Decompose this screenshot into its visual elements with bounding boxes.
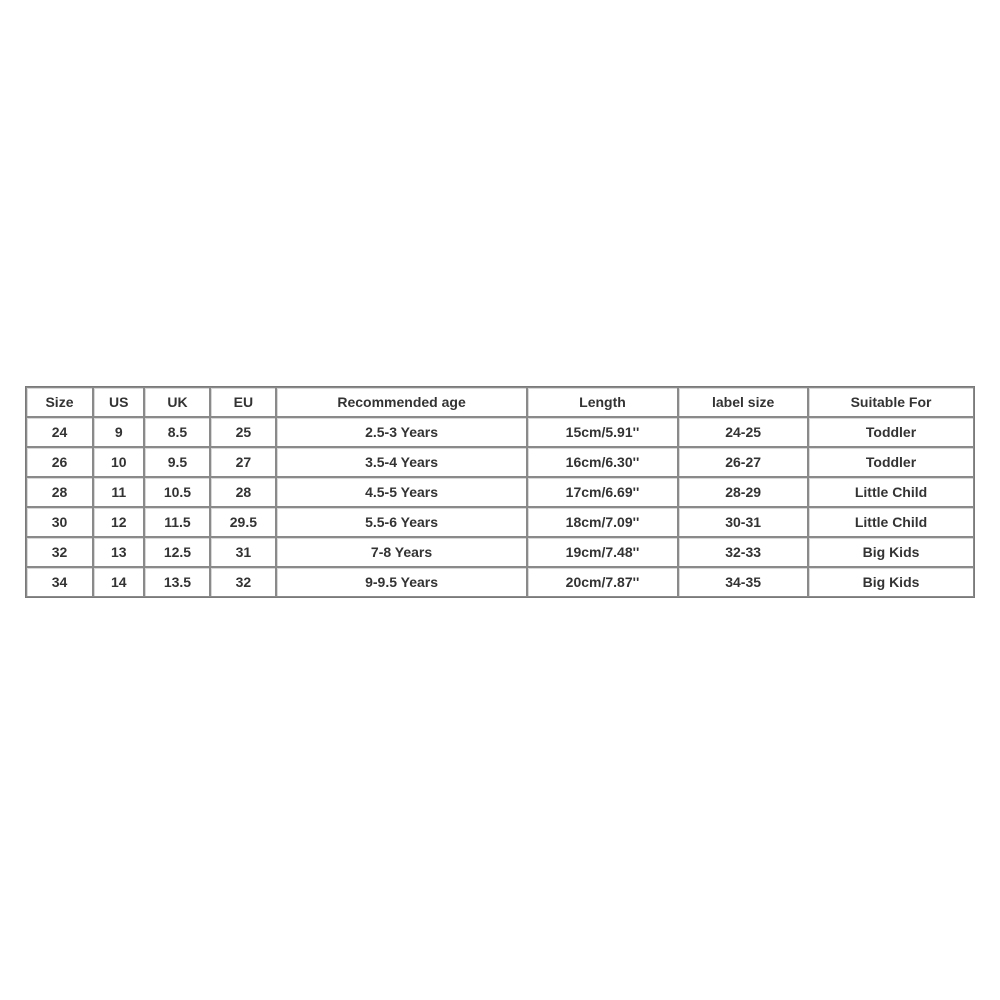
cell-recommended-age: 5.5-6 Years: [276, 507, 526, 537]
cell-length: 17cm/6.69'': [527, 477, 678, 507]
cell-eu: 27: [210, 447, 276, 477]
cell-uk: 10.5: [144, 477, 210, 507]
cell-label-size: 28-29: [678, 477, 808, 507]
cell-uk: 8.5: [144, 417, 210, 447]
cell-eu: 25: [210, 417, 276, 447]
cell-suitable-for: Big Kids: [808, 567, 974, 597]
table-row: [26, 537, 974, 567]
cell-length: 20cm/7.87'': [527, 567, 678, 597]
cell-suitable-for: Little Child: [808, 507, 974, 537]
header-length: Length: [527, 387, 678, 417]
cell-uk: 13.5: [144, 567, 210, 597]
header-eu: EU: [210, 387, 276, 417]
table-row: [26, 477, 974, 507]
cell-us: 13: [93, 537, 145, 567]
cell-us: 10: [93, 447, 145, 477]
cell-label-size: 30-31: [678, 507, 808, 537]
cell-size: 28: [26, 477, 93, 507]
cell-length: 15cm/5.91'': [527, 417, 678, 447]
cell-size: 34: [26, 567, 93, 597]
cell-uk: 12.5: [144, 537, 210, 567]
cell-eu: 32: [210, 567, 276, 597]
cell-recommended-age: 7-8 Years: [276, 537, 526, 567]
cell-length: 16cm/6.30'': [527, 447, 678, 477]
cell-us: 9: [93, 417, 145, 447]
cell-recommended-age: 9-9.5 Years: [276, 567, 526, 597]
table-row: [26, 417, 974, 447]
header-size: Size: [26, 387, 93, 417]
cell-size: 32: [26, 537, 93, 567]
size-chart-table: [25, 386, 975, 598]
cell-eu: 31: [210, 537, 276, 567]
table-row: [26, 507, 974, 537]
cell-us: 14: [93, 567, 145, 597]
header-suitable-for: Suitable For: [808, 387, 974, 417]
cell-label-size: 24-25: [678, 417, 808, 447]
cell-size: 26: [26, 447, 93, 477]
cell-label-size: 34-35: [678, 567, 808, 597]
table-row: [26, 447, 974, 477]
cell-recommended-age: 4.5-5 Years: [276, 477, 526, 507]
cell-suitable-for: Big Kids: [808, 537, 974, 567]
table-header-row: [26, 387, 974, 417]
header-recommended-age: Recommended age: [276, 387, 526, 417]
cell-size: 24: [26, 417, 93, 447]
cell-uk: 9.5: [144, 447, 210, 477]
header-us: US: [93, 387, 145, 417]
cell-length: 19cm/7.48'': [527, 537, 678, 567]
cell-suitable-for: Toddler: [808, 417, 974, 447]
cell-length: 18cm/7.09'': [527, 507, 678, 537]
cell-us: 12: [93, 507, 145, 537]
table-row: [26, 567, 974, 597]
header-label-size: label size: [678, 387, 808, 417]
cell-uk: 11.5: [144, 507, 210, 537]
cell-eu: 28: [210, 477, 276, 507]
header-uk: UK: [144, 387, 210, 417]
cell-label-size: 26-27: [678, 447, 808, 477]
cell-label-size: 32-33: [678, 537, 808, 567]
cell-size: 30: [26, 507, 93, 537]
cell-suitable-for: Little Child: [808, 477, 974, 507]
cell-recommended-age: 3.5-4 Years: [276, 447, 526, 477]
cell-suitable-for: Toddler: [808, 447, 974, 477]
cell-eu: 29.5: [210, 507, 276, 537]
cell-recommended-age: 2.5-3 Years: [276, 417, 526, 447]
cell-us: 11: [93, 477, 145, 507]
